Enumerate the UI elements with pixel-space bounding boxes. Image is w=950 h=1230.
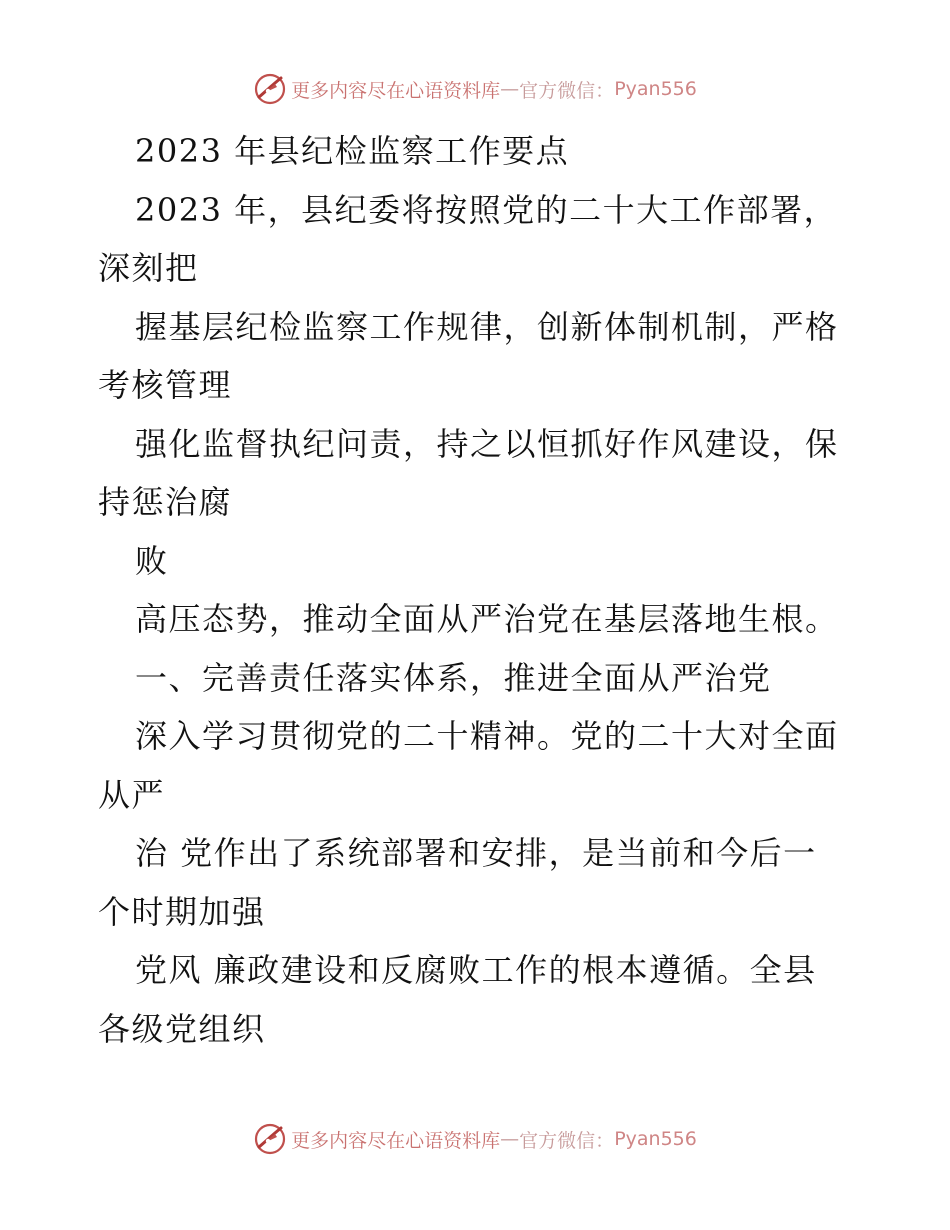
text-line: 从严: [98, 775, 166, 814]
text-line: 深刻把: [98, 249, 199, 287]
pen-logo-icon: [253, 1122, 287, 1156]
document-title: 2023 年县纪检监察工作要点: [135, 132, 570, 170]
text-line: 高压态势，推动全面从严治党在基层落地生根。: [135, 600, 839, 638]
watermark-wechat-id: Pyan556: [614, 1128, 697, 1150]
watermark-wechat-label: 官方微信：: [519, 79, 615, 102]
footer-watermark: [0, 1122, 950, 1156]
text-line: 考核管理: [98, 366, 233, 404]
section-heading: 一、完善责任落实体系，推进全面从严治党: [135, 658, 772, 697]
text-line: 败: [135, 541, 169, 580]
text-line: 党风 廉政建设和反腐败工作的根本遵循。全县: [135, 951, 817, 989]
watermark-main-text: 更多内容尽在心语资料库: [291, 79, 501, 102]
watermark-wechat-id: Pyan556: [614, 78, 697, 100]
text-line: 2023 年，县纪委将按照党的二十大工作部署，: [135, 190, 838, 229]
text-line: 握基层纪检监察工作规律，创新体制机制，严格: [135, 307, 839, 346]
text-line: 强化监督执纪问责，持之以恒抓好作风建设，保: [135, 424, 839, 463]
text-line: 深入学习贯彻党的二十精神。党的二十大对全面: [135, 717, 839, 755]
text-line: 持惩治腐: [98, 483, 233, 521]
header-watermark: [0, 72, 950, 106]
watermark-main-text: 更多内容尽在心语资料库: [291, 1129, 501, 1152]
watermark-separator: —: [500, 1128, 520, 1150]
watermark-separator: —: [500, 78, 520, 100]
text-line: 各级党组织: [98, 1009, 266, 1048]
text-line: 个时期加强: [98, 892, 266, 931]
document-body: [98, 122, 858, 1058]
watermark-wechat-label: 官方微信：: [519, 1129, 615, 1152]
pen-logo-icon: [253, 72, 287, 106]
text-line: 治 党作出了系统部署和安排，是当前和今后一: [135, 834, 817, 872]
